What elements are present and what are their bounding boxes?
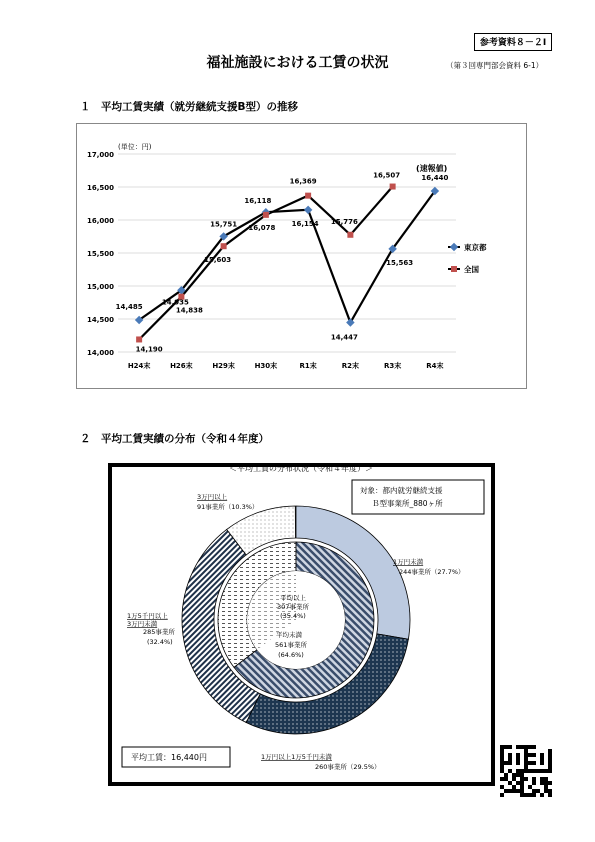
qr-cell xyxy=(544,781,548,785)
average-wage-label: 平均工賃：16,440円 xyxy=(131,753,207,762)
y-tick-label: 15,000 xyxy=(86,283,114,291)
y-tick-label: 14,500 xyxy=(86,316,114,324)
outer-label-30k-title: 3万円以上 xyxy=(197,493,228,501)
qr-cell xyxy=(532,789,536,793)
qr-cell xyxy=(504,745,508,749)
data-label: 15,751 xyxy=(210,220,238,229)
reference-label: 参考資料８－２I xyxy=(474,33,552,51)
qr-cell xyxy=(536,769,540,773)
qr-cell xyxy=(512,785,516,789)
data-point-national xyxy=(347,232,353,238)
qr-cell xyxy=(548,749,552,753)
inner-label-below-title: 平均未満 xyxy=(276,631,302,639)
data-point-national xyxy=(263,212,269,218)
qr-cell xyxy=(508,769,512,773)
data-label: 15,603 xyxy=(204,256,232,265)
qr-cell xyxy=(544,769,548,773)
qr-cell xyxy=(528,761,532,765)
source-note: （第３回専門部会資料 6-1） xyxy=(446,61,544,70)
qr-cell xyxy=(528,785,532,789)
qr-cell xyxy=(508,781,512,785)
outer-label-under10k-title: 1万円未満 xyxy=(393,558,424,566)
qr-cell xyxy=(540,769,544,773)
qr-cell xyxy=(548,765,552,769)
data-label: 15,563 xyxy=(386,258,414,267)
distribution-title: ＜平均工賃の分布状況（令和４年度）＞ xyxy=(229,464,373,473)
qr-cell xyxy=(540,793,544,797)
qr-cell xyxy=(516,753,520,757)
qr-cell xyxy=(508,745,512,749)
y-tick-label: 16,500 xyxy=(86,184,114,192)
qr-cell xyxy=(528,769,532,773)
qr-cell xyxy=(500,785,504,789)
qr-cell xyxy=(516,781,520,785)
chart-legend xyxy=(448,242,487,274)
outer-label-30k-count: 91事業所（10.3%） xyxy=(197,503,259,511)
y-axis-unit-label: (単位：円) xyxy=(118,143,152,151)
qr-cell xyxy=(540,753,544,757)
qr-cell xyxy=(520,773,524,777)
qr-cell xyxy=(520,785,524,789)
qr-cell xyxy=(516,757,520,761)
preliminary-annotation: (速報値) xyxy=(416,164,448,173)
qr-cell xyxy=(500,753,504,757)
data-point-tokyo xyxy=(304,206,312,214)
data-label: 14,447 xyxy=(330,333,358,342)
y-tick-label: 16,000 xyxy=(86,217,114,225)
qr-cell xyxy=(536,789,540,793)
qr-cell xyxy=(520,769,524,773)
qr-cell xyxy=(516,769,520,773)
qr-cell xyxy=(500,769,504,773)
section2-heading: ２ 平均工賃実績の分布（令和４年度） xyxy=(80,433,269,445)
qr-cell xyxy=(540,777,544,781)
qr-cell xyxy=(524,749,528,753)
qr-cell xyxy=(504,761,508,765)
qr-cell xyxy=(544,785,548,789)
section1-heading: １ 平均工賃実績（就労継続支援B型）の推移 xyxy=(80,101,299,113)
qr-cell xyxy=(508,761,512,765)
y-tick-label: 17,000 xyxy=(86,151,114,159)
data-label: 14,485 xyxy=(115,302,143,311)
qr-cell xyxy=(504,789,508,793)
qr-cell xyxy=(524,793,528,797)
x-tick-label: R4末 xyxy=(426,362,444,370)
qr-cell xyxy=(524,757,528,761)
x-tick-label: H26末 xyxy=(170,362,193,370)
qr-cell xyxy=(532,793,536,797)
qr-cell xyxy=(500,793,504,797)
x-tick-label: R1末 xyxy=(299,362,317,370)
qr-cell xyxy=(528,753,532,757)
inner-label-below-count: 561事業所 xyxy=(275,641,307,649)
qr-cell xyxy=(504,777,508,781)
qr-cell xyxy=(508,757,512,761)
data-label: 16,369 xyxy=(289,177,317,186)
qr-cell xyxy=(532,761,536,765)
data-point-national xyxy=(136,336,142,342)
qr-cell xyxy=(516,789,520,793)
outer-label-15k-pct: (32.4%) xyxy=(147,638,173,646)
legend-marker-national xyxy=(451,266,457,272)
data-label: 16,440 xyxy=(421,173,449,182)
inner-label-above-pct: (35.4%) xyxy=(280,612,306,620)
page-title: 福祉施設における工賃の状況 xyxy=(206,55,389,71)
qr-cell xyxy=(520,781,524,785)
qr-cell xyxy=(524,745,528,749)
data-label: 16,154 xyxy=(291,219,319,228)
qr-cell xyxy=(532,769,536,773)
x-tick-label: R2末 xyxy=(341,362,360,370)
outer-label-15k-count: 285事業所 xyxy=(143,628,175,636)
y-tick-label: 15,500 xyxy=(86,250,114,258)
qr-cell xyxy=(512,773,516,777)
qr-cell xyxy=(532,781,536,785)
qr-cell xyxy=(548,789,552,793)
data-label: 14,190 xyxy=(135,345,163,354)
data-label: 16,507 xyxy=(373,171,401,180)
qr-cell xyxy=(512,777,516,781)
qr-cell xyxy=(516,761,520,765)
qr-cell xyxy=(524,769,528,773)
y-tick-label: 14,000 xyxy=(86,349,114,357)
qr-cell xyxy=(500,765,504,769)
qr-cell xyxy=(524,753,528,757)
qr-cell xyxy=(500,777,504,781)
x-tick-label: H24末 xyxy=(127,362,151,370)
x-tick-label: H30末 xyxy=(254,362,278,370)
target-note-line2: Ｂ型事業所_880ヶ所 xyxy=(372,499,443,508)
qr-cell xyxy=(516,773,520,777)
qr-cell xyxy=(508,753,512,757)
inner-label-above-title: 平均以上 xyxy=(280,594,306,602)
qr-cell xyxy=(532,777,536,781)
donut-chart xyxy=(108,463,495,786)
qr-cell xyxy=(544,777,548,781)
qr-cell xyxy=(548,781,552,785)
qr-cell xyxy=(524,765,528,769)
line-chart xyxy=(76,123,527,389)
data-label: 16,118 xyxy=(244,197,272,206)
qr-cell xyxy=(500,745,504,749)
inner-label-below-pct: (64.6%) xyxy=(278,651,304,659)
qr-cell xyxy=(504,773,508,777)
qr-cell xyxy=(540,757,544,761)
qr-cell xyxy=(532,753,536,757)
data-label: 15,776 xyxy=(330,217,358,226)
data-point-national xyxy=(305,193,311,199)
qr-cell xyxy=(548,769,552,773)
qr-cell xyxy=(540,781,544,785)
qr-cell xyxy=(548,761,552,765)
data-label: 16,078 xyxy=(248,223,276,232)
qr-cell xyxy=(548,757,552,761)
x-tick-label: H29末 xyxy=(212,362,235,370)
qr-cell xyxy=(524,761,528,765)
qr-cell xyxy=(544,789,548,793)
qr-cell xyxy=(500,757,504,761)
qr-cell xyxy=(548,793,552,797)
data-point-national xyxy=(221,243,227,249)
qr-cell xyxy=(512,789,516,793)
data-label: 14,838 xyxy=(175,306,203,315)
qr-cell xyxy=(520,793,524,797)
x-tick-label: R3末 xyxy=(383,362,402,370)
legend-marker-tokyo xyxy=(450,243,458,251)
legend-label-national: 全国 xyxy=(464,265,479,274)
inner-label-above-count: 307事業所 xyxy=(277,603,309,611)
qr-cell xyxy=(548,753,552,757)
qr-cell xyxy=(540,761,544,765)
qr-cell xyxy=(520,777,524,781)
outer-label-10k-count: 260事業所（29.5%） xyxy=(315,763,381,771)
qr-cell xyxy=(528,793,532,797)
qr-cell xyxy=(528,745,532,749)
data-point-national xyxy=(390,184,396,190)
outer-label-10k-title: 1万円以上1万5千円未満 xyxy=(261,753,332,761)
qr-code-image xyxy=(500,745,552,797)
outer-label-15k-title: 1万5千円以上 xyxy=(127,612,168,620)
qr-cell xyxy=(524,777,528,781)
target-note-line1: 対象：都内就労継続支援 xyxy=(360,486,443,495)
legend-label-tokyo: 東京都 xyxy=(464,243,487,252)
outer-label-15k-title2: 3万円未満 xyxy=(127,620,158,628)
qr-cell xyxy=(500,749,504,753)
qr-cell xyxy=(516,745,520,749)
qr-cell xyxy=(520,789,524,793)
qr-cell xyxy=(508,789,512,793)
qr-cell xyxy=(500,761,504,765)
outer-label-under10k-count: 244事業所（27.7%） xyxy=(399,568,465,576)
data-label: 14,935 xyxy=(161,298,189,307)
qr-cell xyxy=(532,745,536,749)
qr-cell xyxy=(520,745,524,749)
